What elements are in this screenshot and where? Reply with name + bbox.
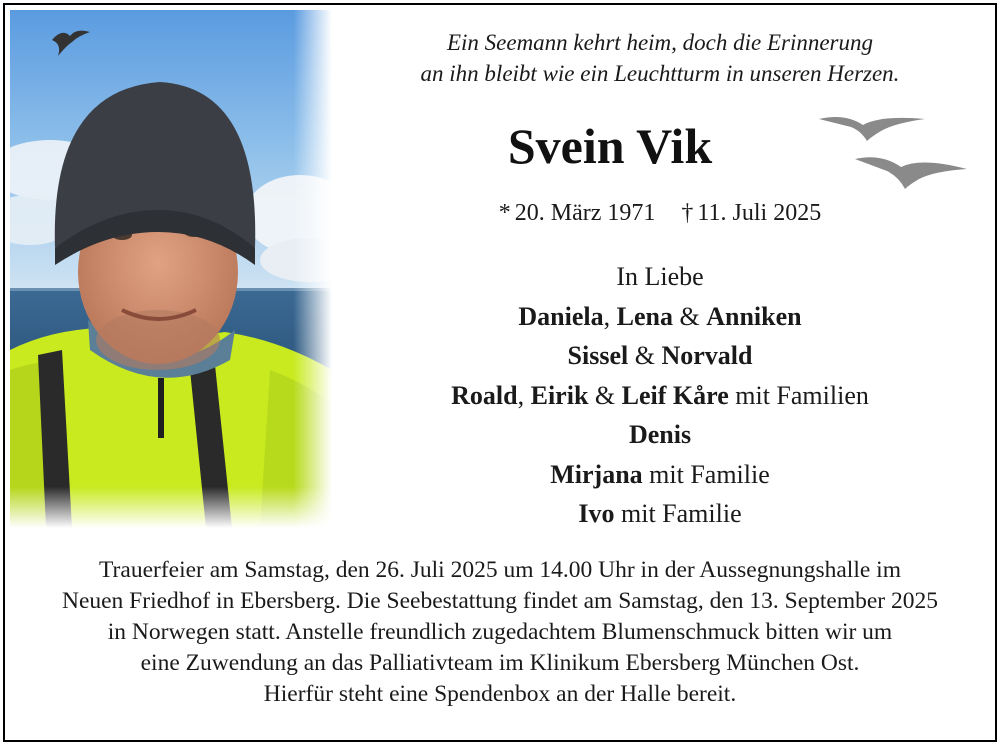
mourner-name: Norvald: [661, 341, 753, 370]
mourner-connector: mit Familie: [642, 459, 770, 489]
mourner-name: Anniken: [706, 301, 802, 331]
mourner-line: [355, 336, 965, 376]
life-dates: [355, 200, 965, 227]
mourners-intro: In Liebe: [616, 262, 704, 291]
mourner-connector: mit Familien: [728, 380, 869, 410]
mourner-line: [355, 376, 965, 416]
mourner-line: [355, 415, 965, 455]
mourner-connector: &: [672, 301, 707, 331]
mourner-connector: ,: [517, 380, 531, 410]
flying-birds-icon: [815, 109, 975, 199]
memorial-quote: [355, 27, 965, 89]
mourner-line: [355, 297, 965, 337]
mourner-name: Lena: [616, 301, 673, 331]
mourner-name: Ivo: [578, 499, 615, 528]
photo-edge-fade: [10, 10, 332, 528]
deceased-name: Svein Vik: [507, 118, 713, 174]
notice-line: Trauerfeier am Samstag, den 26. Juli 2025 um 14.00 Uhr in der Aussegnungshalle im: [99, 557, 901, 583]
mourner-line: [355, 494, 965, 534]
quote-line-1: Ein Seemann kehrt heim, doch die Erinnerung: [446, 30, 874, 55]
mourner-name: Sissel: [567, 341, 629, 370]
obituary-card: [3, 3, 997, 742]
notice-line: Hierfür steht eine Spendenbox an der Halle bereit.: [263, 681, 737, 707]
mourner-name: Mirjana: [550, 459, 643, 489]
birth-symbol: *: [498, 200, 511, 226]
notice-line: eine Zuwendung an das Palliativteam im Klinikum Ebersberg München Ost.: [140, 650, 860, 676]
birth-date: 20. März 1971: [514, 200, 656, 226]
mourner-connector: ,: [603, 301, 617, 331]
mourner-connector: mit Familie: [614, 499, 742, 528]
mourner-connector: &: [588, 380, 622, 410]
mourner-name: Eirik: [530, 380, 589, 410]
mourner-name: Leif Kåre: [621, 380, 729, 410]
death-symbol: †: [681, 200, 694, 226]
mourner-name: Denis: [628, 420, 692, 449]
mourner-name: Roald: [451, 380, 518, 410]
birth-date-group: [499, 200, 656, 226]
death-date: 11. Juli 2025: [697, 200, 822, 226]
portrait-photo: [10, 10, 332, 528]
mourner-connector: &: [628, 341, 662, 370]
mourners-list: [355, 257, 965, 534]
death-date-group: [681, 200, 821, 226]
notice-line: Neuen Friedhof in Ebersberg. Die Seebestattung findet am Samstag, den 13. September 2025: [61, 588, 939, 614]
quote-line-2: an ihn bleibt wie ein Leuchtturm in unseren Herzen.: [420, 61, 900, 86]
mourner-line: [355, 455, 965, 495]
mourner-name: Daniela: [518, 301, 604, 331]
service-notice: [5, 555, 995, 710]
notice-line: in Norwegen statt. Anstelle freundlich zugedachtem Blumenschmuck bitten wir um: [107, 619, 893, 645]
